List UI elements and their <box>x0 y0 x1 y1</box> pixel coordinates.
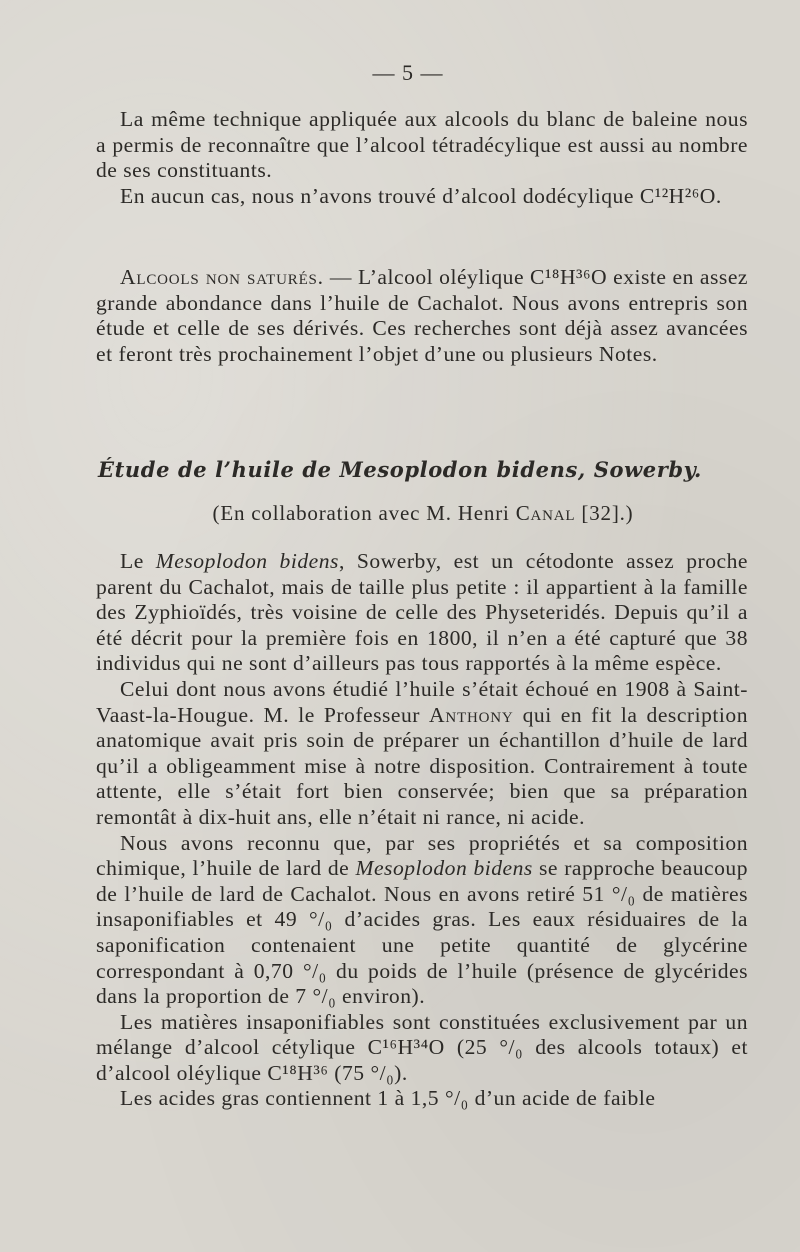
p3-species: Mesoplodon bidens <box>155 549 339 573</box>
collab-name: Canal <box>515 501 576 525</box>
intro-block <box>96 107 748 209</box>
section-dash: — <box>323 265 358 289</box>
section-text: L’alcool oléylique C¹⁸H³⁶O existe en assez grande abondance dans l’huile de Cachalot. Nous avons entrepris son étude et celle de ses dérivés. Ces recherches sont déjà assez avancées et feront très prochainement l’objet d’une ou plusieurs Notes. <box>96 265 748 366</box>
p5-rest: se rapproche beaucoup de l’huile de lard de Cachalot. Nous en avons retiré 51 °/₀ de matières insaponifiables et 49 °/₀ d’acides gras. Les eaux résiduaires de la saponification contenaient une petite quantité de glycérine correspondant à 0,70 °/₀ du poids de l’huile (présence de glycérides dans la proportion de 7 °/₀ environ). <box>96 856 748 1009</box>
p4-rest: qui en fit la description anatomique avait pris soin de préparer un échantillon d’huile de lard qu’il a obligeamment mise à notre disposition. Contrairement à toute attente, elle s’était fort bien conservée; bien que sa préparation remontât à dix-huit ans, elle n’était ni rance, ni acide. <box>96 702 748 829</box>
paragraph-acides-gras: Les acides gras contiennent 1 à 1,5 °/₀ d’un acide de faible <box>120 1086 656 1111</box>
p4-start: Celui dont nous avons étudié l’huile s’était échoué en 1908 à Saint-Vaast-la-Hougue. M. le Professeur <box>96 676 748 727</box>
p3-rest: , Sowerby, est un cétodonte assez proche parent du Cachalot, mais de taille plus petite : il appartient à la famille des Zyphioïdés, très voisine de celle des Physeteridés. Depuis qu’il a été décrit pour la première fois en 1800, il n’en a été capturé que 38 individus qui ne sont d’ailleurs pas tous rapportés à la même espèce. <box>96 549 748 676</box>
paragraph-echouage <box>96 677 748 831</box>
paragraph-blanc-de-baleine: La même technique appliquée aux alcools du blanc de baleine nous a permis de reconnaître que l’alcool tétradécylique est aussi au nombre de ses constituants. <box>96 107 748 183</box>
collab-suffix: [32].) <box>575 501 634 525</box>
p3-start: Le <box>120 549 156 573</box>
formula-dodecylique: C¹²H²⁶O. <box>639 183 722 208</box>
study-title: Étude de l’huile de Mesoplodon bidens, Sowerby. <box>98 457 702 482</box>
paragraph-insaponifiables: Les matières insaponifiables sont constituées exclusivement par un mélange d’alcool cétylique C¹⁶H³⁴O (25 °/₀ des alcools totaux) et d’alcool oléylique C¹⁸H³⁶ (75 °/₀). <box>96 1009 748 1085</box>
paragraph-dodecylique-text: En aucun cas, nous n’avons trouvé d’alcool dodécylique <box>120 183 634 208</box>
paragraph-composition <box>96 831 748 1010</box>
p5-start: Nous avons reconnu que, par ses propriétés et sa composition chimique, l’huile de lard de <box>96 830 748 881</box>
unsaturated-alcohols-block <box>96 265 748 367</box>
collab-prefix: (En collaboration avec M. Henri <box>212 501 516 525</box>
p5-species: Mesoplodon bidens <box>355 856 533 881</box>
page-number: — 5 — <box>372 60 444 85</box>
study-body <box>96 549 748 1112</box>
paragraph-dodecylique <box>96 184 748 210</box>
p4-name: Anthony <box>429 702 514 727</box>
section-lead: Alcools non saturés. <box>120 265 324 289</box>
study-collaboration <box>0 501 800 526</box>
paragraph-mesoplodon-intro <box>96 549 748 677</box>
paragraph-alcools-non-satures <box>96 265 748 367</box>
